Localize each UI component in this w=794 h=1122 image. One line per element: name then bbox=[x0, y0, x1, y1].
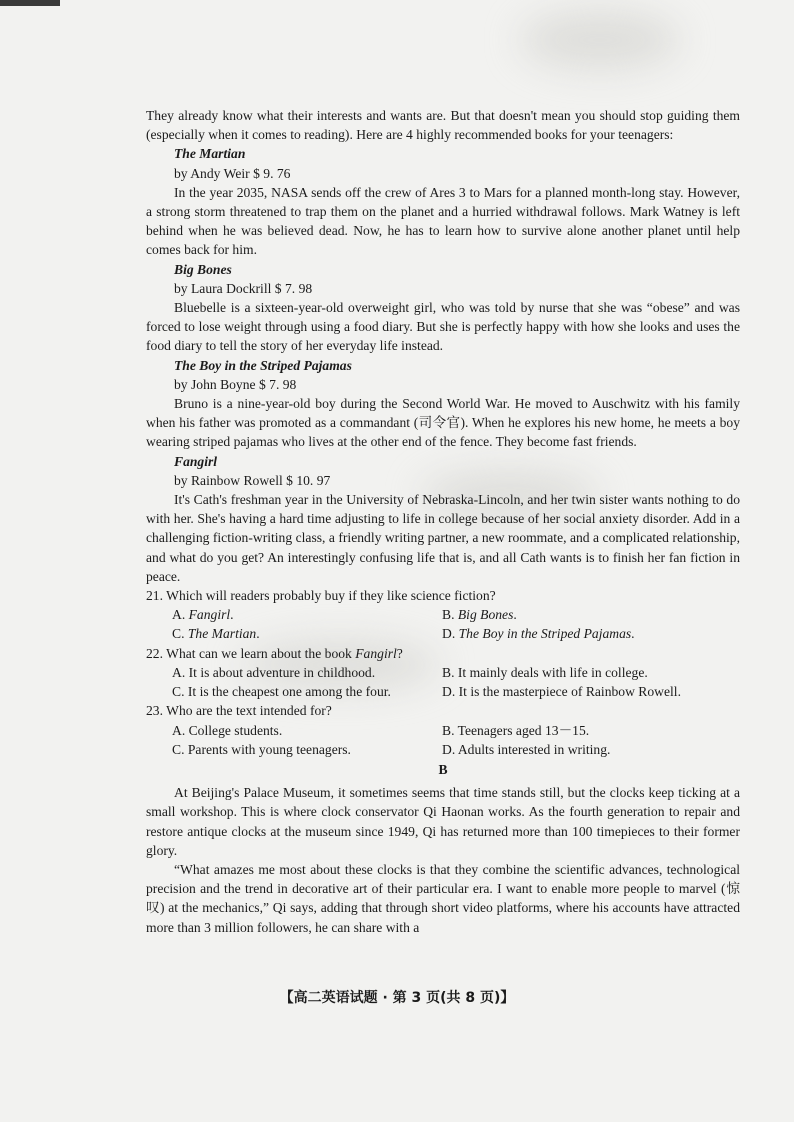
option-book-title: Big Bones bbox=[457, 607, 514, 623]
passage-content bbox=[146, 106, 740, 937]
question-22 bbox=[146, 644, 740, 702]
option-b[interactable]: B. It mainly deals with life in college. bbox=[442, 664, 648, 680]
question-21 bbox=[146, 586, 740, 644]
scan-smudge bbox=[520, 10, 680, 70]
page-footer: 【高二英语试题 · 第 3 页(共 8 页)】 bbox=[279, 990, 515, 1006]
option-b[interactable]: B. Teenagers aged 13－15. bbox=[442, 722, 590, 738]
scan-edge-mark bbox=[0, 0, 60, 6]
book-title: Big Bones bbox=[174, 261, 232, 277]
option-c[interactable]: C. It is the cheapest one among the four. bbox=[172, 684, 391, 700]
book-title: The Martian bbox=[174, 146, 246, 162]
option-book-title: The Martian bbox=[187, 626, 257, 642]
section-heading: B bbox=[438, 761, 448, 777]
option-c[interactable]: C. Parents with young teenagers. bbox=[172, 741, 351, 757]
book-description: Bluebelle is a sixteen-year-old overweight girl, who was told by nurse that she was “obese” and was forced to lose weight through using a food diary. But she is perfectly happy with how she looks and uses the food diary to tell the story of her everyday life instead. bbox=[146, 300, 740, 354]
book-description: It's Cath's freshman year in the University of Nebraska-Lincoln, and her twin sister wants nothing to do with her. She's having a hard time adjusting to life in college because of her social anxiety disorder. Add in a challenging fiction-writing class, a friendly writing partner, a new roommate, and a complicated relationship, and what do you get? An interestingly confusing life that is, and all Cath wants is to finish her fan fiction in peace. bbox=[146, 492, 740, 584]
book-description: In the year 2035, NASA sends off the crew of Ares 3 to Mars for a planned month-long stay. However, a strong storm threatened to trap them on the planet and a hurried withdrawal follows. Mark Watney is left behind when he was believed dead. Now, he has to learn how to survive alone another planet until help comes back for him. bbox=[146, 184, 740, 258]
book-entry bbox=[146, 144, 740, 259]
question-23 bbox=[146, 701, 740, 759]
option-d[interactable]: D. Adults interested in writing. bbox=[442, 741, 611, 757]
book-byline: by Andy Weir $ 9. 76 bbox=[174, 165, 291, 181]
answer-options bbox=[146, 605, 740, 643]
book-description: Bruno is a nine-year-old boy during the Second World War. He moved to Auschwitz with his family when his father was promoted as a commandant (司令官). When he explores his new home, he meets a boy wearing striped pajamas who lives at the other end of the fence. They become fast friends. bbox=[146, 396, 740, 450]
book-entry bbox=[146, 356, 740, 452]
book-title: The Boy in the Striped Pajamas bbox=[174, 357, 352, 373]
option-a[interactable]: A. Fangirl. bbox=[172, 607, 234, 623]
option-c[interactable]: C. The Martian. bbox=[172, 626, 260, 642]
option-a[interactable]: A. College students. bbox=[172, 722, 283, 738]
option-b[interactable]: B. Big Bones. bbox=[442, 607, 517, 623]
answer-options bbox=[146, 721, 740, 759]
stem-suffix: ? bbox=[396, 645, 403, 661]
book-byline: by John Boyne $ 7. 98 bbox=[174, 376, 297, 392]
question-stem: 21. Which will readers probably buy if they like science fiction? bbox=[146, 588, 496, 604]
option-book-title: The Boy in the Striped Pajamas bbox=[458, 626, 632, 642]
passage-b-paragraph: “What amazes me most about these clocks is that they combine the scientific advances, technological precision and the trend in decorative art of their particular era. I want to enable more people to marvel (惊叹) at the mechanics,” Qi says, adding that through short video platforms, where his accounts have attracted more than 3 million followers, he can share with a bbox=[146, 861, 740, 935]
question-stem bbox=[146, 644, 740, 663]
book-entry bbox=[146, 260, 740, 356]
book-byline: by Rainbow Rowell $ 10. 97 bbox=[174, 472, 331, 488]
book-entry bbox=[146, 452, 740, 586]
book-title: Fangirl bbox=[174, 453, 218, 469]
book-byline: by Laura Dockrill $ 7. 98 bbox=[174, 280, 313, 296]
stem-book-title: Fangirl bbox=[355, 645, 397, 661]
question-stem: 23. Who are the text intended for? bbox=[146, 703, 332, 719]
option-a[interactable]: A. It is about adventure in childhood. bbox=[172, 664, 376, 680]
intro-paragraph: They already know what their interests and wants are. But that doesn't mean you should stop guiding them (especially when it comes to reading). Here are 4 highly recommended books for your teenagers: bbox=[146, 108, 740, 143]
answer-options bbox=[146, 663, 740, 701]
passage-b-paragraph: At Beijing's Palace Museum, it sometimes seems that time stands still, but the clocks keep ticking at a small workshop. This is where clock conservator Qi Haonan works. As the fourth generation to repair and restore antique clocks at the museum since 1949, Qi has returned more than 100 timepieces to their former glory. bbox=[146, 785, 740, 858]
option-book-title: Fangirl bbox=[188, 607, 231, 623]
option-d[interactable]: D. The Boy in the Striped Pajamas. bbox=[442, 626, 635, 642]
stem-prefix: 22. What can we learn about the book bbox=[146, 645, 356, 661]
option-d[interactable]: D. It is the masterpiece of Rainbow Rowell. bbox=[442, 684, 681, 700]
